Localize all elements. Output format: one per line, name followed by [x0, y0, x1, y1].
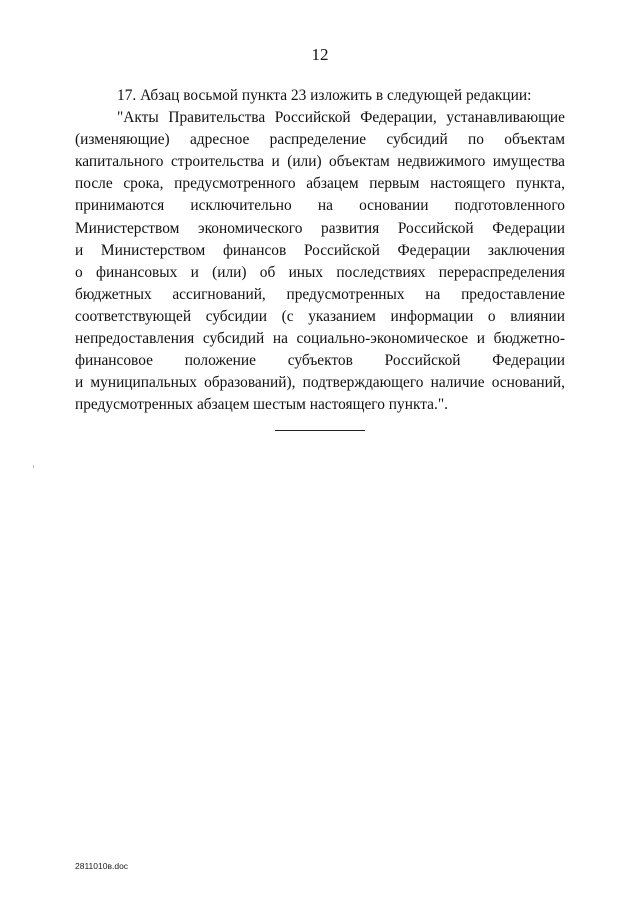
- paragraph-line: Министерством экономического развития Российской Федерации: [75, 219, 565, 237]
- paragraph-line: предусмотренных абзацем шестым настоящего пункта.".: [75, 396, 448, 414]
- paragraph-line: после срока, предусмотренного абзацем первым настоящего пункта,: [75, 175, 565, 193]
- paragraph-line: непредоставления субсидий на социально-экономическое и бюджетно-: [75, 330, 565, 348]
- paragraph-line: капитального строительства и (или) объектам недвижимого имущества: [75, 153, 565, 171]
- amendment-paragraph: [75, 85, 565, 416]
- paragraph-line: (изменяющие) адресное распределение субсидий по объектам: [75, 131, 565, 149]
- paragraph-line: принимаются исключительно на основании подготовленного: [75, 197, 565, 215]
- paragraph-line: бюджетных ассигнований, предусмотренных на предоставление: [75, 285, 565, 303]
- end-separator-line: [275, 430, 365, 431]
- paragraph-line: 17. Абзац восьмой пункта 23 изложить в следующей редакции:: [117, 87, 532, 104]
- document-file-code: 2811010в.doc: [75, 861, 129, 871]
- paragraph-line: и муниципальных образований), подтверждающего наличие оснований,: [75, 374, 565, 392]
- paragraph-line: "Акты Правительства Российской Федерации, устанавливающие: [117, 109, 565, 127]
- scan-speck: [33, 465, 34, 468]
- paragraph-line: соответствующей субсидии (с указанием информации о влиянии: [75, 307, 565, 325]
- paragraph-line: о финансовых и (или) об иных последствиях перераспределения: [75, 263, 565, 281]
- paragraph-line: и Министерством финансов Российской Федерации заключения: [75, 241, 565, 259]
- page-number: 12: [311, 45, 329, 64]
- paragraph-line: финансовое положение субъектов Российской Федерации: [75, 352, 565, 370]
